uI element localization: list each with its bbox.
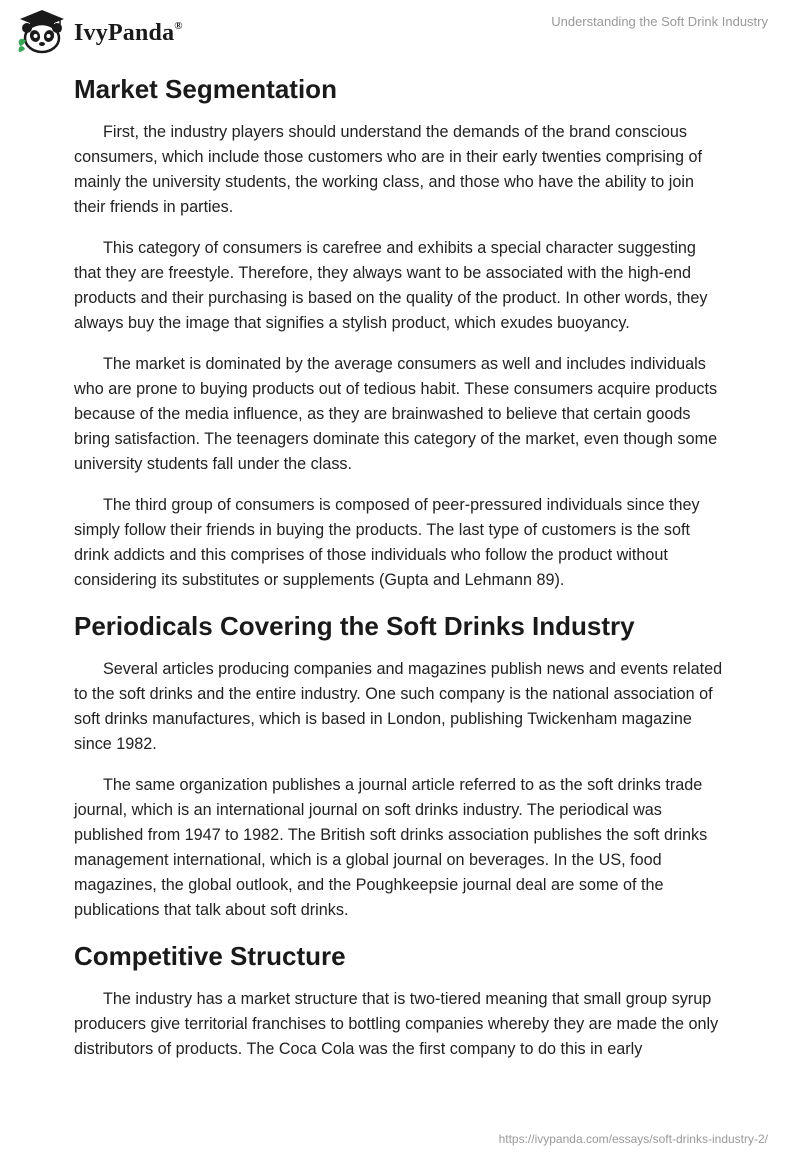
paragraph: This category of consumers is carefree and exhibits a special character suggesting that they are freestyle. Therefore, they always want to be associated with the high-end products and their purchasing is based on the quality of the product. In other words, they always buy the image that signifies a stylish product, which exudes buoyancy. — [74, 239, 708, 332]
paragraph: The industry has a market structure that is two-tiered meaning that small group syrup producers give territorial franchises to bottling companies whereby they are made the only distributors of products. The Coca Cola was the first company to do this in early — [74, 990, 719, 1058]
section-competitive-structure — [74, 939, 726, 1062]
section-heading: Market Segmentation — [74, 74, 337, 104]
section-periodicals — [74, 609, 726, 923]
section-heading: Periodicals Covering the Soft Drinks Industry — [74, 611, 635, 641]
paragraph: Several articles producing companies and magazines publish news and events related to the soft drinks and the entire industry. One such company is the national association of soft drinks manufactures, which is based in London, publishing Twickenham magazine since 1982. — [74, 660, 723, 753]
essay-content — [74, 72, 726, 1078]
panda-graduate-icon — [16, 8, 68, 56]
section-market-segmentation — [74, 72, 726, 593]
paragraph: The same organization publishes a journal article referred to as the soft drinks trade journal, which is an international journal on soft drinks industry. The periodical was published from 1947 to 1982. The British soft drinks association publishes the soft drinks management international, which is a global journal on beverages. In the US, food magazines, the global outlook, and the Poughkeepsie journal deal are some of the publications that talk about soft drinks. — [74, 776, 708, 919]
brand-name: IvyPanda® — [74, 19, 183, 46]
document-title: Understanding the Soft Drink Industry — [551, 14, 768, 29]
paragraph: First, the industry players should understand the demands of the brand conscious consumers, which include those customers who are in their early twenties comprising of mainly the university students, the working class, and those who have the ability to join their friends in parties. — [74, 123, 702, 216]
paragraph: The market is dominated by the average consumers as well and includes individuals who are prone to buying products out of tedious habit. These consumers acquire products because of the media influence, as they are brainwashed to believe that certain goods bring satisfaction. The teenagers dominate this category of the market, even though some university students fall under the class. — [74, 355, 718, 473]
registered-mark: ® — [174, 19, 183, 32]
page-header — [0, 0, 800, 60]
section-heading: Competitive Structure — [74, 941, 346, 971]
source-url[interactable]: https://ivypanda.com/essays/soft-drinks-industry-2/ — [498, 1132, 768, 1146]
paragraph: The third group of consumers is composed of peer-pressured individuals since they simply follow their friends in buying the products. The last type of customers is the soft drink addicts and this comprises of those individuals who follow the product without considering its substitutes or supplements (Gupta and Lehmann 89). — [74, 496, 700, 589]
ivypanda-logo[interactable] — [16, 8, 183, 56]
